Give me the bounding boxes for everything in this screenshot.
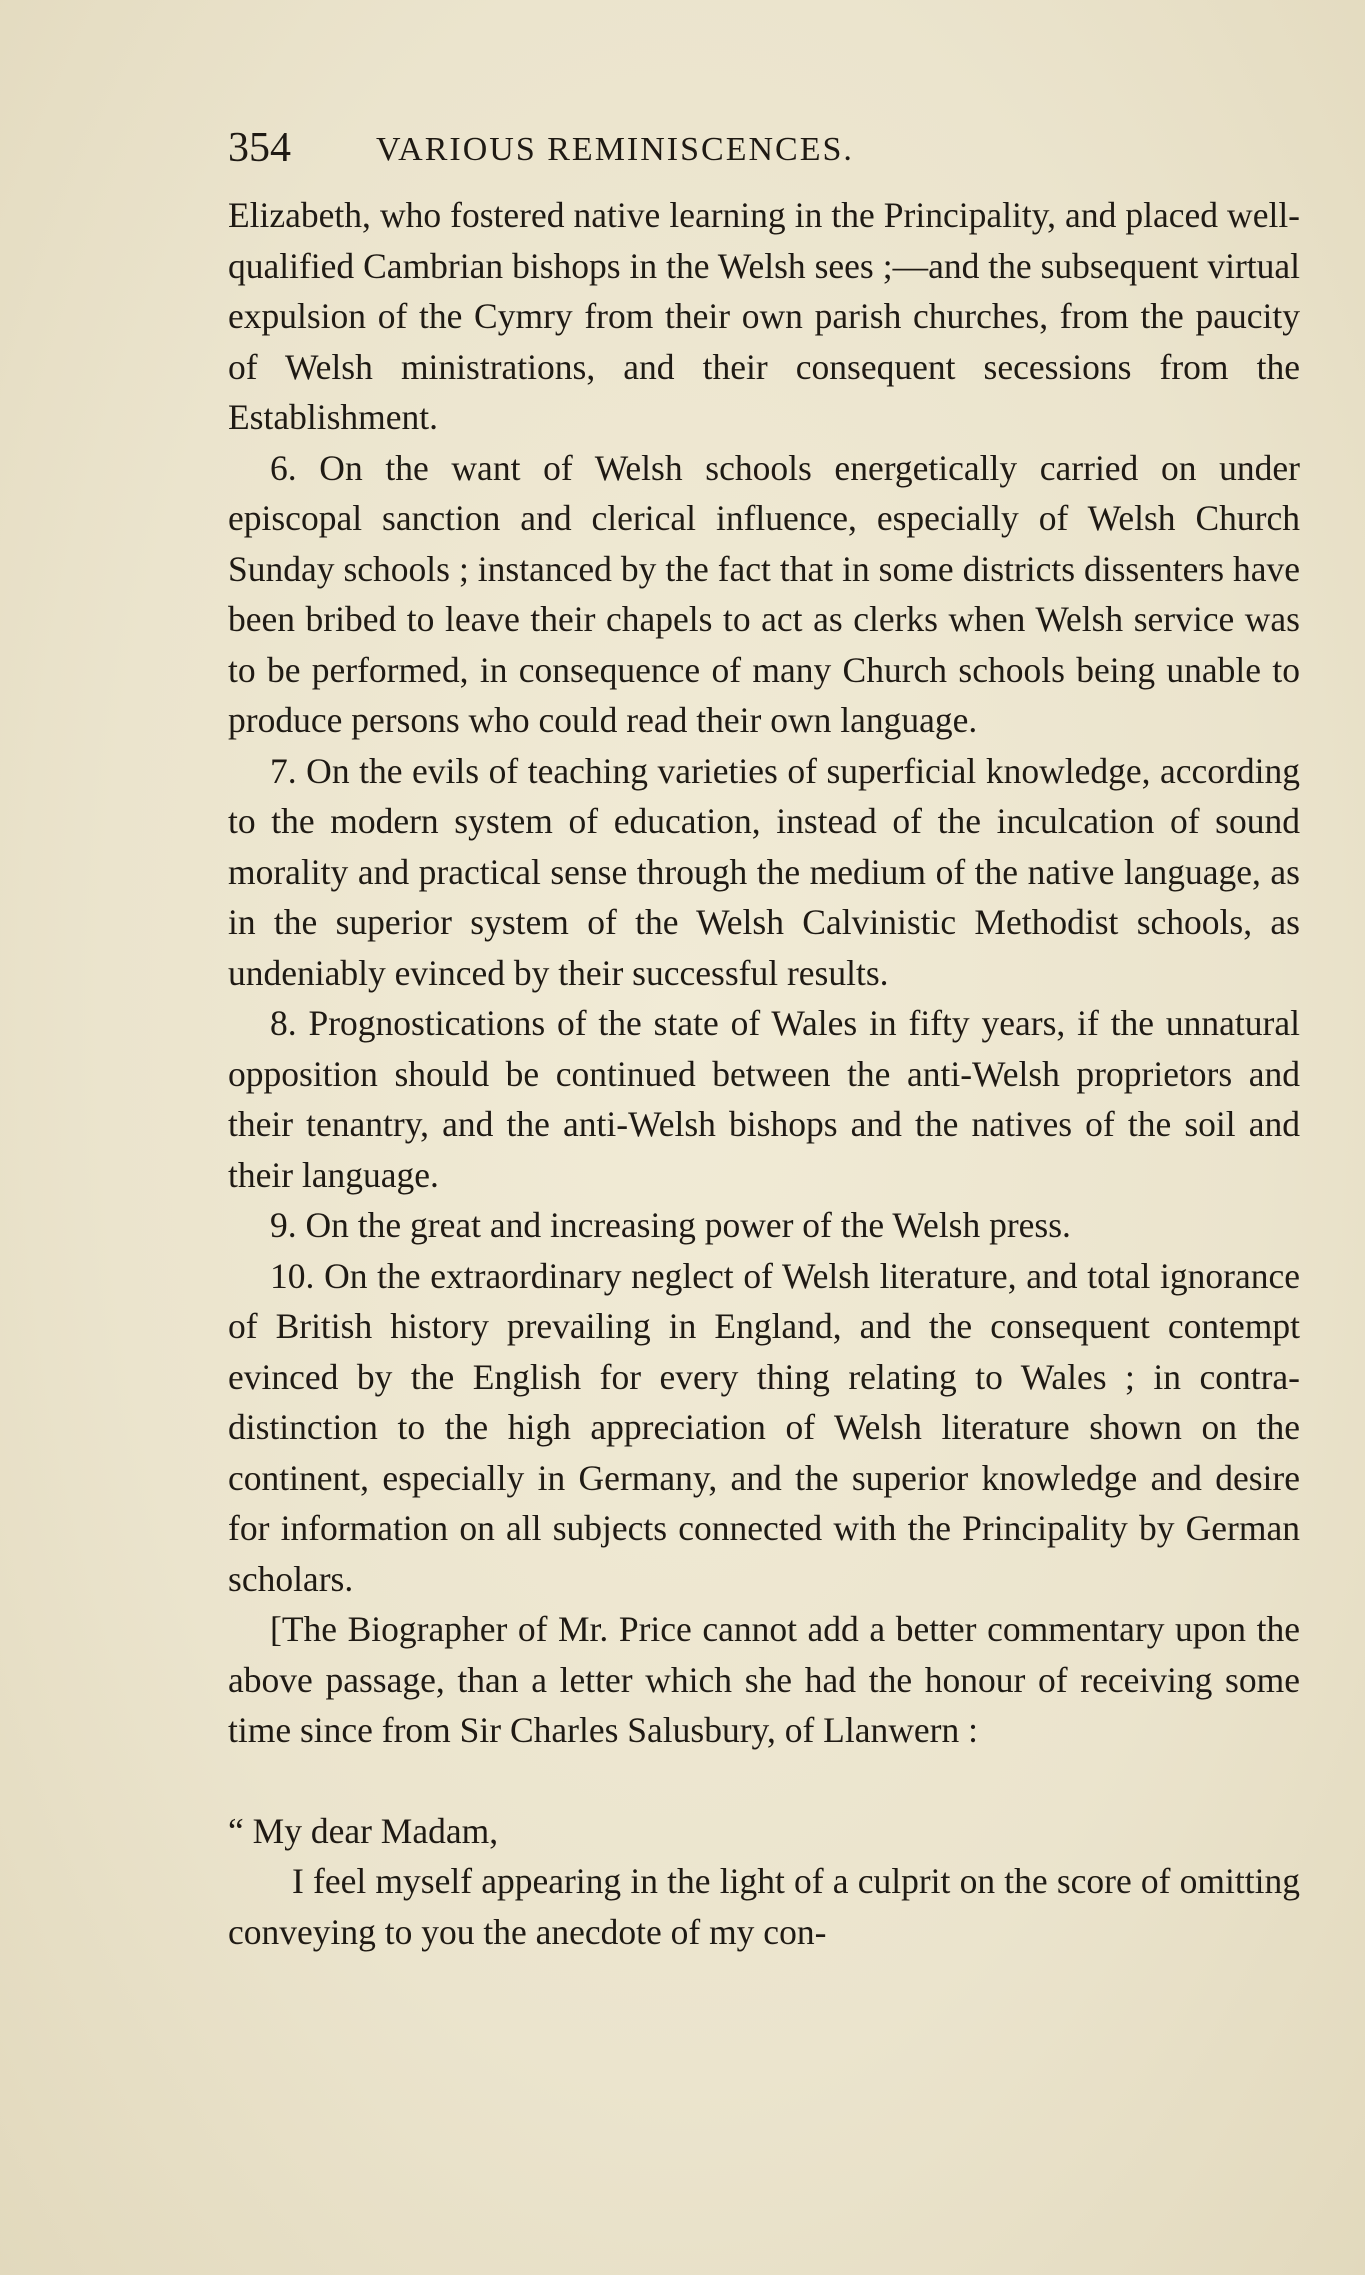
paragraph-continuation: Elizabeth, who fostered native learning in the Principality, and placed well-qualified Cambrian bishops in the Welsh sees ;—and the subsequent virtual expulsion of the Cymry from their own parish churches, from the paucity of Welsh ministrations, and their consequent secessions from the Establishment. [228,195,1300,437]
paragraph-item-9: 9. On the great and increasing power of the Welsh press. [270,1205,1071,1245]
paragraph-item-8: 8. Prognostications of the state of Wales in fifty years, if the unnatural opposition should be continued between the anti-Welsh proprietors and their tenantry, and the anti-Welsh bishops and the natives of the soil and their language. [228,1003,1300,1195]
running-head: VARIOUS REMINISCENCES. [376,131,854,168]
paragraph-item-10: 10. On the extraordinary neglect of Welsh literature, and total ignorance of British history prevailing in England, and the consequent contempt evinced by the English for every thing relating to Wales ; in contra-distinction to the high appreciation of Welsh literature shown on the continent, especially in Germany, and the superior knowledge and desire for information on all subjects connected with the Principality by German scholars. [228,1255,1300,1599]
body-text [228,190,1300,1957]
page-header [228,118,1028,178]
letter-body: I feel myself appearing in the light of a culprit on the score of omitting conveying to you the anecdote of my con- [228,1861,1300,1952]
paragraph-biographer-note: [The Biographer of Mr. Price cannot add a better commentary upon the above passage, than a letter which she had the honour of receiving some time since from Sir Charles Salusbury, of Llanwern : [228,1609,1300,1750]
paragraph-item-7: 7. On the evils of teaching varieties of superficial knowledge, according to the modern system of education, instead of the inculcation of sound morality and practical sense through the medium of the native language, as in the superior system of the Welsh Calvinistic Methodist schools, as undeniably evinced by their successful results. [228,750,1300,993]
paragraph-item-6: 6. On the want of Welsh schools energetically carried on under episcopal sanction and clerical influence, especially of Welsh Church Sunday schools ; instanced by the fact that in some districts dissenters have been bribed to leave their chapels to act as clerks when Welsh service was to be performed, in consequence of many Church schools being unable to produce persons who could read their own language. [228,447,1300,740]
letter-salutation: “ My dear Madam, [228,1810,499,1851]
page-number: 354 [228,125,291,171]
paragraph-gap [228,1756,1300,1806]
